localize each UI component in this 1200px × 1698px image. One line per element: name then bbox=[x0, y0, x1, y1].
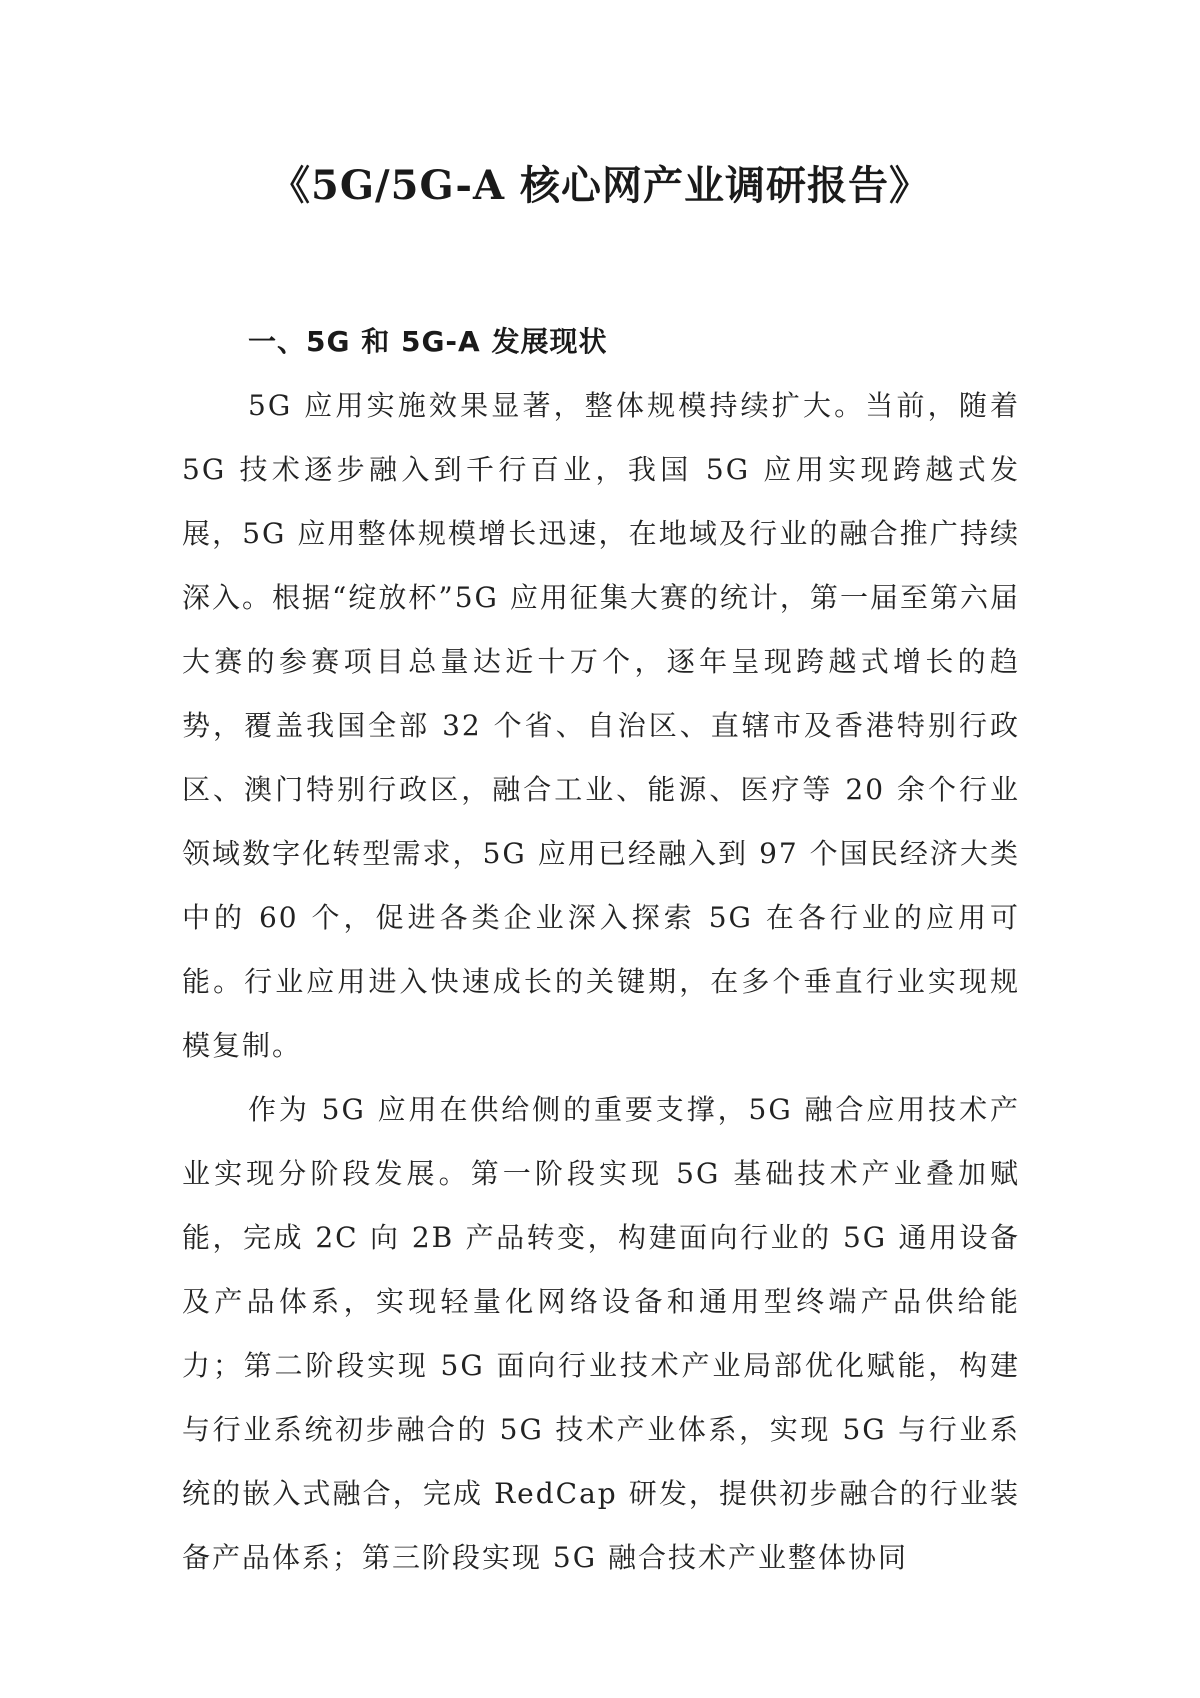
document-title: 《5G/5G-A 核心网产业调研报告》 bbox=[270, 162, 930, 209]
section-heading: 一、5G 和 5G-A 发展现状 bbox=[248, 325, 608, 358]
body-paragraph: 5G 应用实施效果显著，整体规模持续扩大。当前，随着 5G 技术逐步融入到千行百业，我国 5G 应用实现跨越式发展，5G 应用整体规模增长迅速，在地域及行业的融合推广持续深入。根据“绽放杯”5G 应用征集大赛的统计，第一届至第六届大赛的参赛项目总量达近十万个，逐年呈现跨越式增长的趋势，覆盖我国全部 32 个省、自治区、直辖市及香港特别行政区、澳门特别行政区，融合工业、能源、医疗等 20 余个行业领域数字化转型需求，5G 应用已经融入到 97 个国民经济大类中的 60 个，促进各类企业深入探索 5G 在各行业的应用可能。行业应用进入快速成长的关键期，在多个垂直行业实现规模复制。 bbox=[182, 389, 1020, 1062]
document-body bbox=[182, 310, 1020, 1590]
body-paragraph: 作为 5G 应用在供给侧的重要支撑，5G 融合应用技术产业实现分阶段发展。第一阶段实现 5G 基础技术产业叠加赋能，完成 2C 向 2B 产品转变，构建面向行业的 5G 通用设备及产品体系，实现轻量化网络设备和通用型终端产品供给能力；第二阶段实现 5G 面向行业技术产业局部优化赋能，构建与行业系统初步融合的 5G 技术产业体系，实现 5G 与行业系统的嵌入式融合，完成 RedCap 研发，提供初步融合的行业装备产品体系；第三阶段实现 5G 融合技术产业整体协同 bbox=[182, 1093, 1020, 1574]
